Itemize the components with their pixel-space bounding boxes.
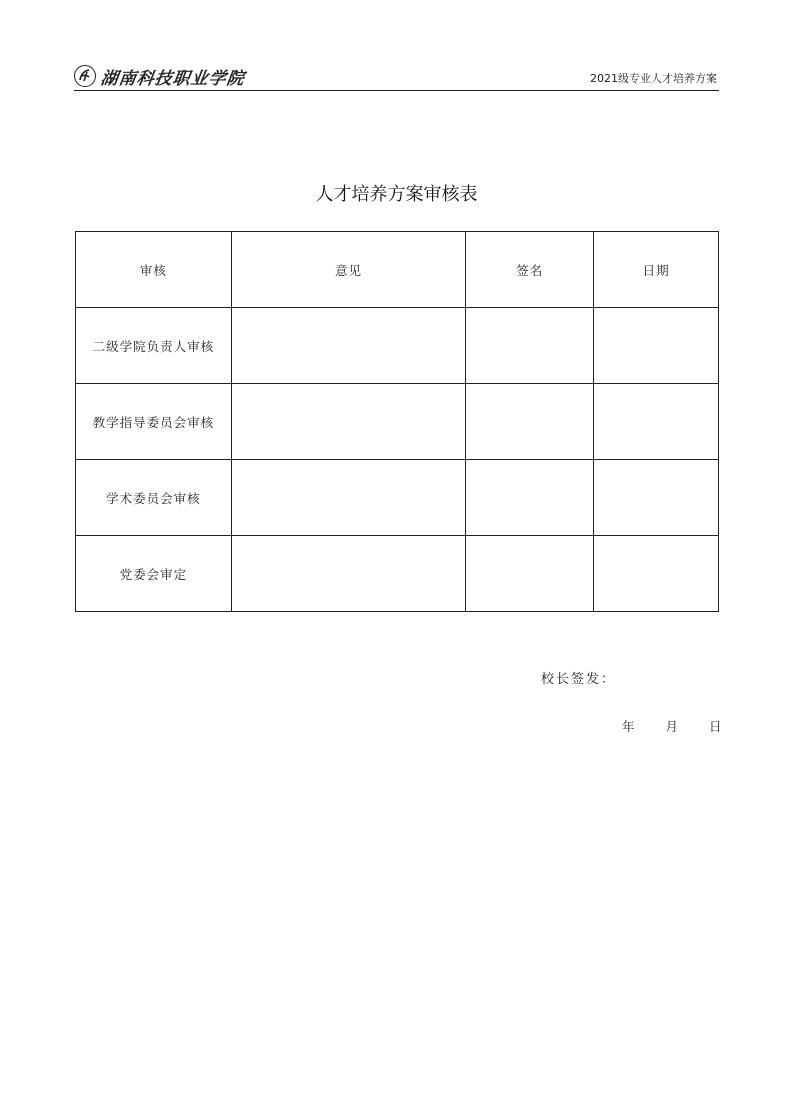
- month-label: 月: [665, 719, 679, 734]
- row-label: 二级学院负责人审核: [76, 308, 232, 384]
- header-opinion: 意见: [231, 232, 466, 308]
- date-cell[interactable]: [594, 308, 719, 384]
- review-table: [75, 231, 719, 612]
- signature-cell[interactable]: [466, 308, 594, 384]
- school-emblem-icon: [74, 65, 96, 87]
- signature-cell[interactable]: [466, 460, 594, 536]
- year-label: 年: [622, 719, 635, 734]
- opinion-cell[interactable]: [231, 308, 466, 384]
- table-row: [76, 460, 719, 536]
- table-row: [76, 308, 719, 384]
- signature-cell[interactable]: [466, 384, 594, 460]
- school-name: 湖南科技职业学院: [99, 68, 247, 89]
- header-signature: 签名: [466, 232, 594, 308]
- date-cell[interactable]: [594, 384, 719, 460]
- date-cell[interactable]: [594, 460, 719, 536]
- date-line: [622, 717, 722, 735]
- row-label: 教学指导委员会审核: [76, 384, 232, 460]
- header-review: 审核: [76, 232, 232, 308]
- opinion-cell[interactable]: [231, 384, 466, 460]
- day-label: 日: [709, 719, 722, 734]
- principal-sign-label: 校长签发：: [541, 672, 617, 687]
- table-row: [76, 536, 719, 612]
- row-label: 党委会审定: [76, 536, 232, 612]
- school-logo: [74, 64, 245, 88]
- document-title: 2021级专业人才培养方案: [590, 72, 717, 85]
- header-date: 日期: [594, 232, 719, 308]
- table-row: [76, 384, 719, 460]
- opinion-cell[interactable]: [231, 536, 466, 612]
- signature-cell[interactable]: [466, 536, 594, 612]
- page-title: 人才培养方案审核表: [315, 184, 478, 205]
- table-header-row: [76, 232, 719, 308]
- page-header: [74, 62, 719, 91]
- date-cell[interactable]: [594, 536, 719, 612]
- row-label: 学术委员会审核: [76, 460, 232, 536]
- opinion-cell[interactable]: [231, 460, 466, 536]
